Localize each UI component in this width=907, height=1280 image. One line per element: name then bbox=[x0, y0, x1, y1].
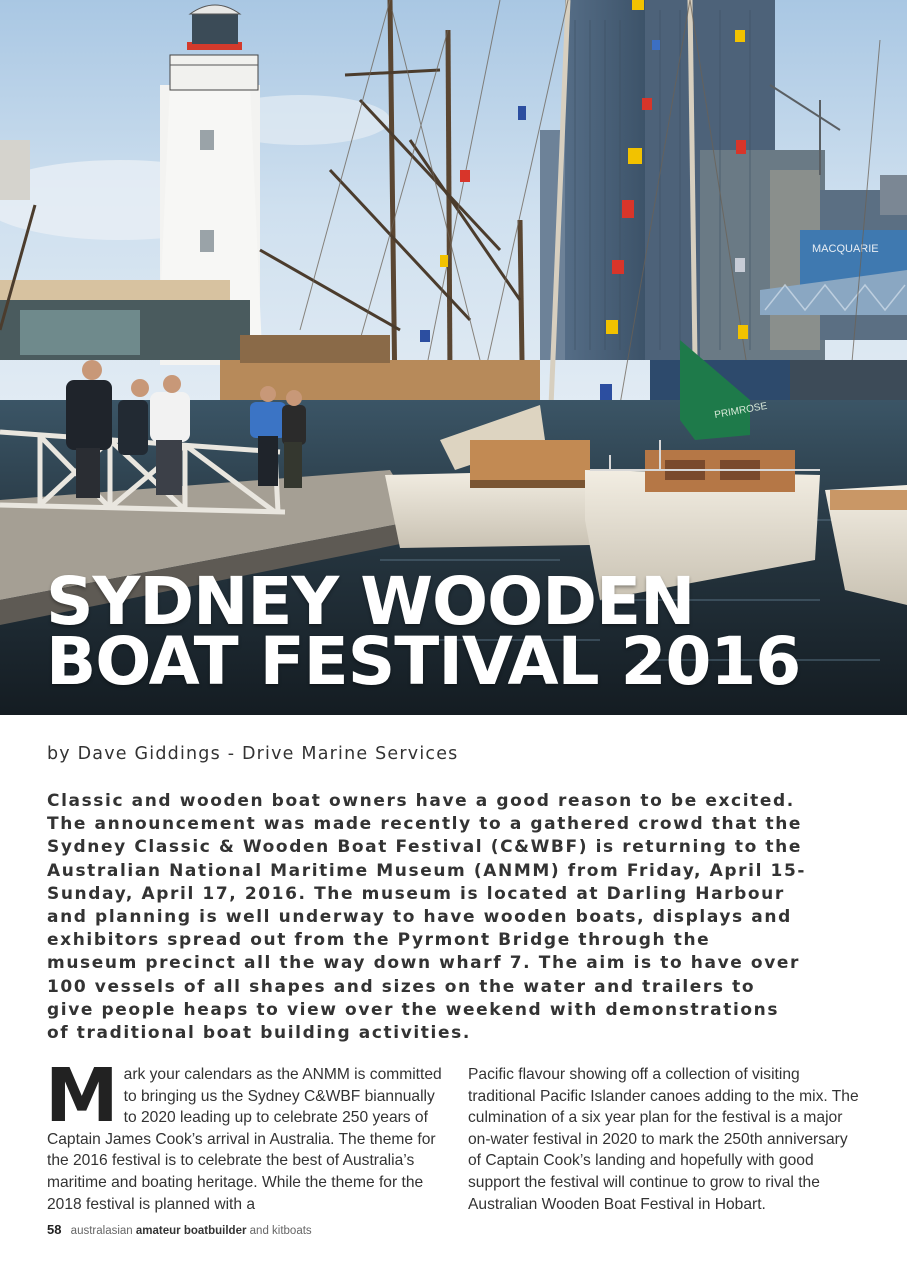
body-text-left: ark your calendars as the ANMM is committed to bringing us the Sydney C&WBF biannually to 2020 leading up to celebrate 250 years of Captain James Cook’s arrival in Australia. The theme for the 2016 festival is to celebrate the best of Australia’s maritime and boating heritage. While the theme for the 2018 festival is planned with a bbox=[47, 1066, 442, 1213]
body-column-right bbox=[468, 1064, 863, 1215]
drop-cap: M bbox=[45, 1053, 119, 1139]
magazine-title-part-1: australasian bbox=[70, 1225, 133, 1237]
magazine-title-part-3: and kitboats bbox=[249, 1225, 312, 1237]
article-headline bbox=[46, 563, 896, 700]
building-sign: MACQUARIE bbox=[812, 243, 879, 255]
headline-line-1: SYDNEY WOODEN bbox=[46, 563, 695, 640]
page-number: 58 bbox=[47, 1222, 62, 1237]
intro-paragraph: Classic and wooden boat owners have a good reason to be excited. The announcement was made recently to a gathered crowd that the Sydney Classic & Wooden Boat Festival (C&WBF) is returning to the Australian National Maritime Museum (ANMM) from Friday, April 15-Sunday, April 17, 2016. The museum is located at Darling Harbour and planning is well underway to have wooden boats, displays and exhibitors spread out from the Pyrmont Bridge through the museum precinct all the way down wharf 7. The aim is to have over 100 vessels of all shapes and sizes on the water and trailers to give people heaps to view over the weekend with demonstrations of traditional boat building activities. bbox=[47, 791, 807, 1044]
body-column-left bbox=[45, 1053, 447, 1215]
hull-name: PRIMROSE bbox=[713, 400, 769, 421]
author-byline: by Dave Giddings - Drive Marine Services bbox=[47, 744, 459, 764]
magazine-title-part-2: amateur boatbuilder bbox=[135, 1225, 247, 1237]
page-footer bbox=[47, 1222, 312, 1237]
headline-line-2: BOAT FESTIVAL 2016 bbox=[46, 623, 801, 700]
body-text-right: Pacific flavour showing off a collection of visiting traditional Pacific Islander canoes adding to the mix. The culmination of a six year plan for the festival is a major on-water festival in 2020 to mark the 250th anniversary of Captain Cook’s landing and hopefully with good support the festival will continue to grow to rival the Australian Wooden Boat Festival in Hobart. bbox=[468, 1066, 859, 1213]
